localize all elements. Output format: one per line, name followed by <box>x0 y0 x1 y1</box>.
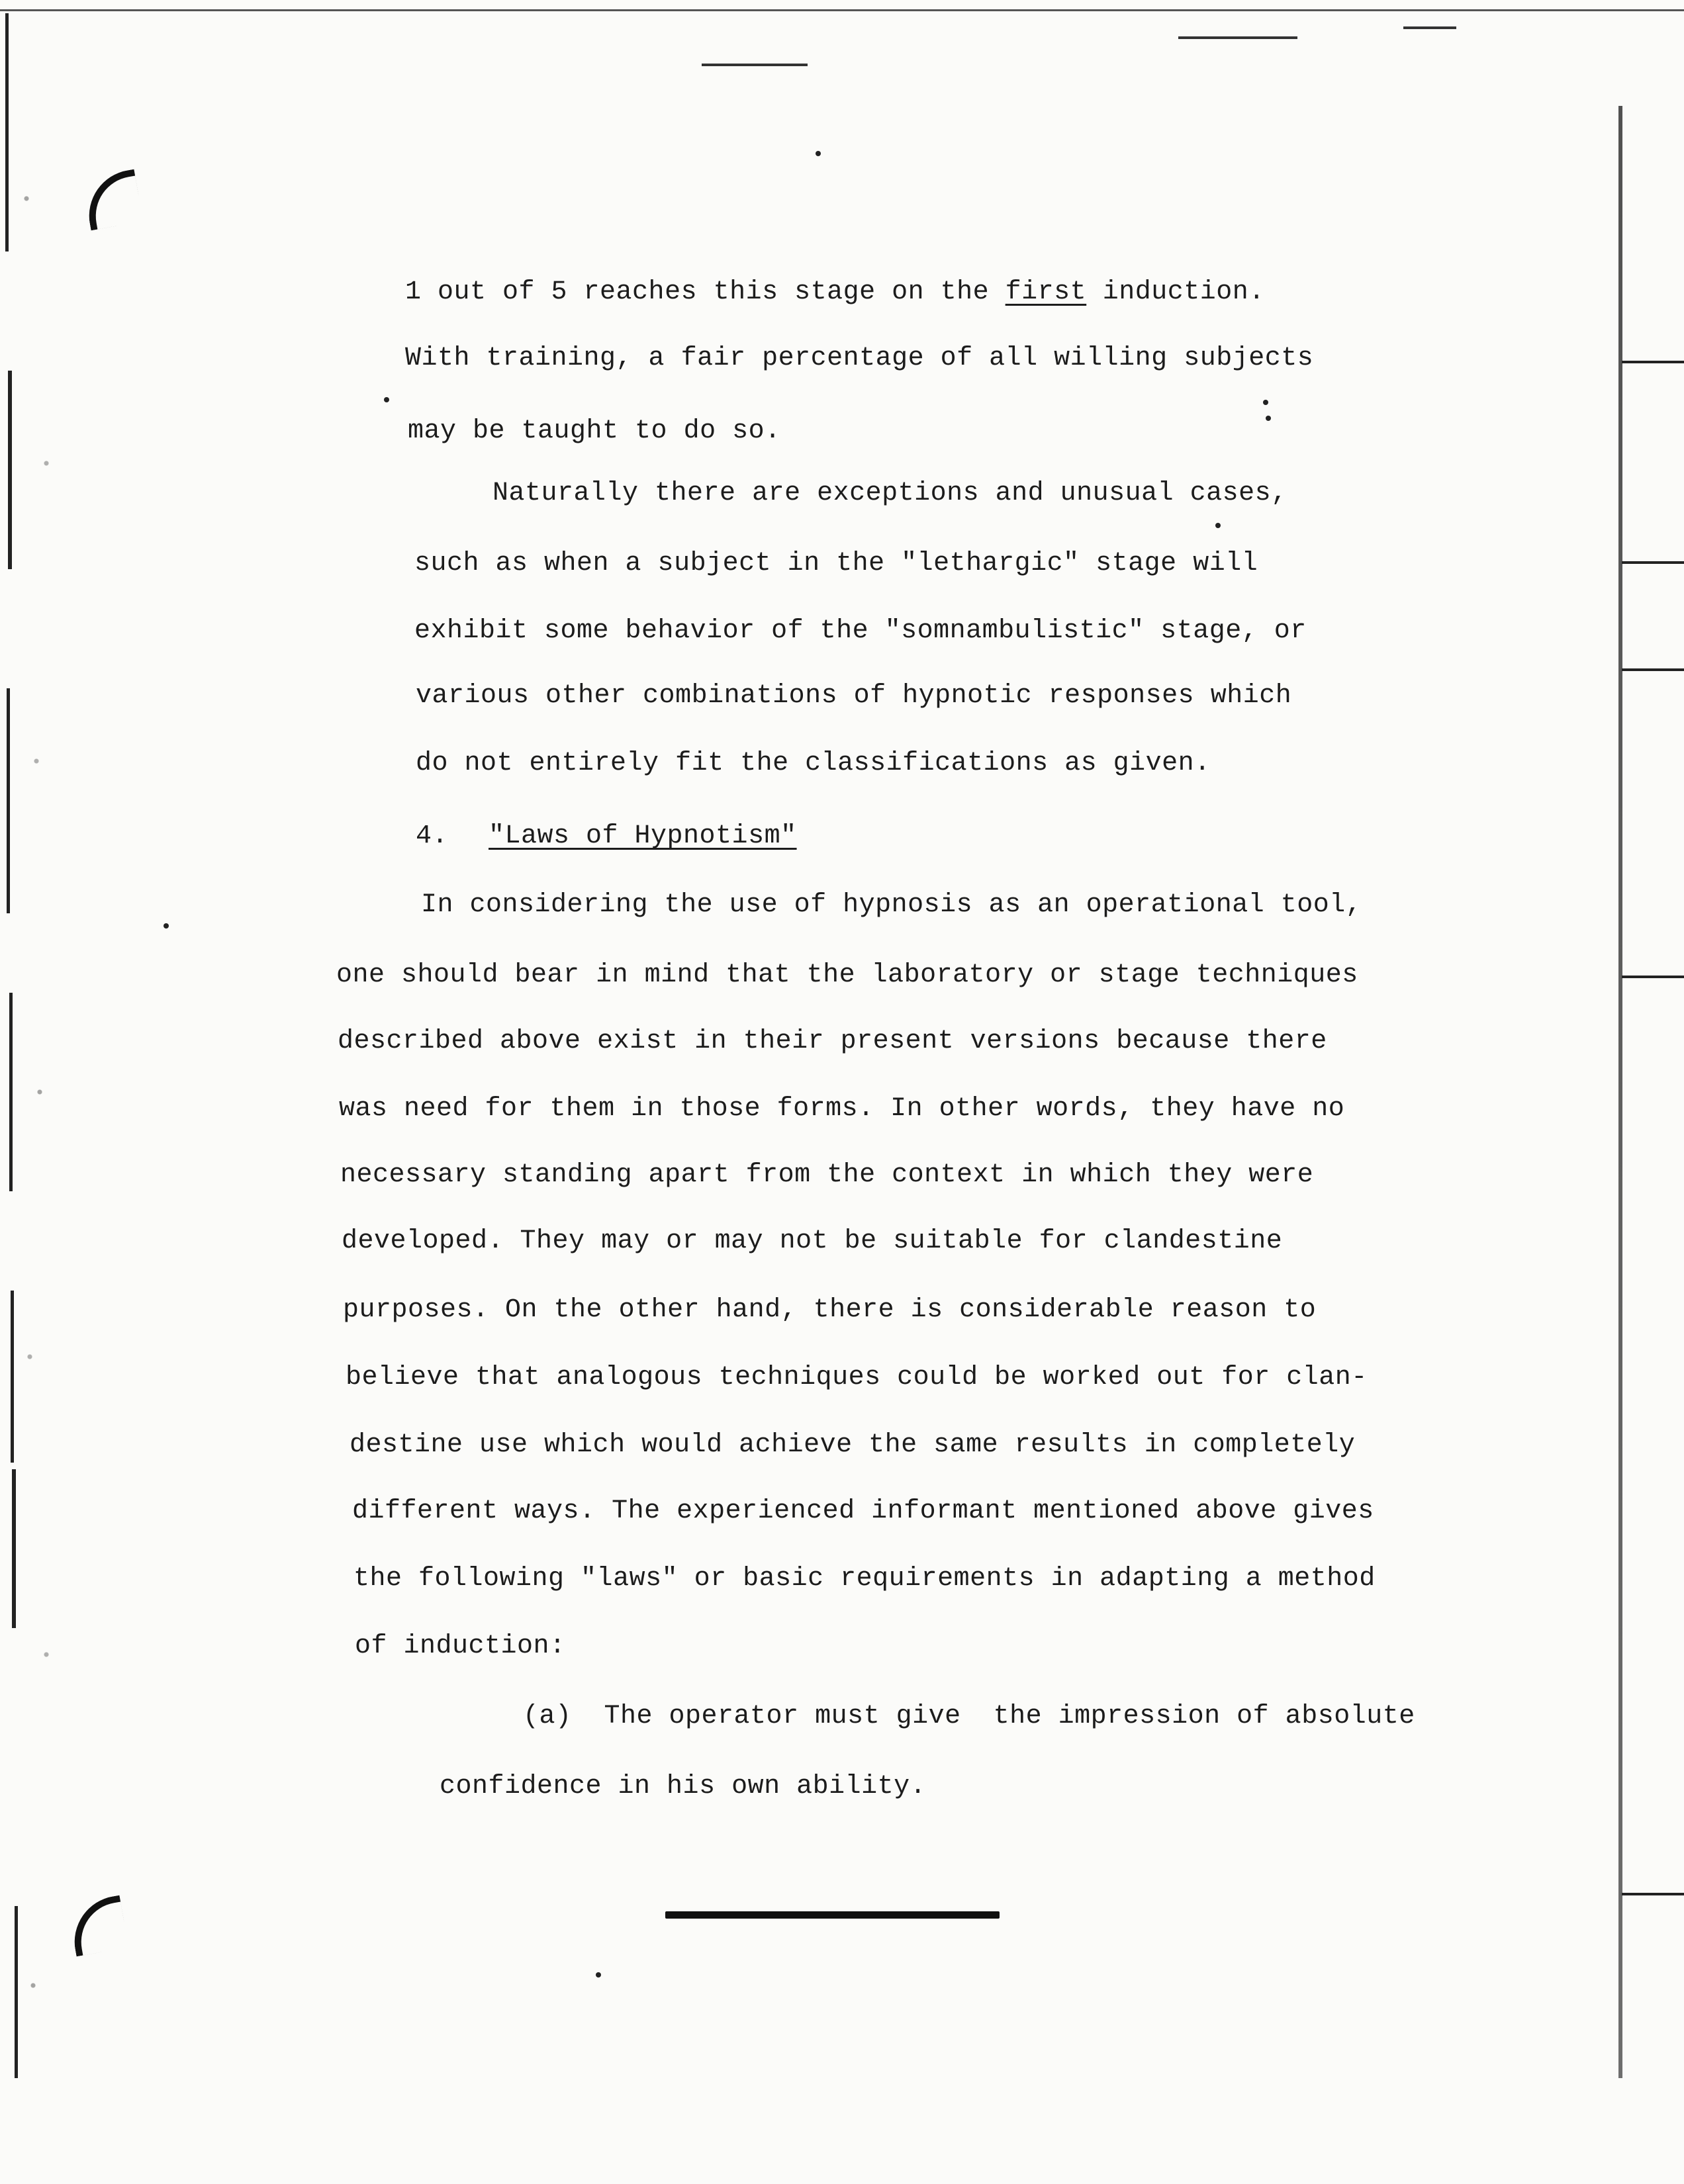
list-item: (a) The operator must give the impression of absolute <box>523 1702 1415 1731</box>
scan-left-edge-line <box>11 1291 14 1463</box>
page-end-rule <box>665 1911 1000 1919</box>
text-line: exhibit some behavior of the "somnambulistic" stage, or <box>414 616 1307 646</box>
scan-top-mark <box>1178 36 1297 39</box>
text-line: believe that analogous techniques could be worked out for clan- <box>346 1363 1368 1392</box>
scan-left-edge-line <box>12 1469 16 1628</box>
text-line: the following "laws" or basic requirements in adapting a method <box>353 1564 1376 1594</box>
scan-left-edge-line <box>15 1906 18 2078</box>
scan-right-tick <box>1622 361 1684 363</box>
underlined-word: first <box>1005 277 1087 307</box>
text-line: various other combinations of hypnotic responses which <box>416 681 1292 711</box>
scan-speck <box>164 923 169 929</box>
text-line: may be taught to do so. <box>408 416 781 446</box>
scan-speck <box>1266 416 1271 421</box>
scan-speck <box>1263 400 1268 405</box>
scan-left-edge-line <box>7 688 10 913</box>
scan-left-edge-line <box>5 13 9 251</box>
text-line: developed. They may or may not be suitable for clandestine <box>342 1226 1283 1256</box>
scan-left-edge-line <box>9 993 13 1191</box>
section-number: 4. <box>416 821 449 851</box>
text-line: purposes. On the other hand, there is considerable reason to <box>343 1295 1317 1325</box>
text-line: do not entirely fit the classifications as given. <box>416 749 1211 778</box>
scan-right-tick <box>1622 976 1684 978</box>
text-line: of induction: <box>355 1631 566 1661</box>
scan-left-edge-noise <box>0 0 99 2184</box>
scan-speck <box>384 397 389 402</box>
scan-right-tick <box>1622 1893 1684 1895</box>
text-line: described above exist in their present versions because there <box>338 1026 1327 1056</box>
text-segment: 1 out of 5 reaches this stage on the <box>405 277 1006 307</box>
section-heading: "Laws of Hypnotism" <box>489 821 797 851</box>
scan-right-tick <box>1622 561 1684 564</box>
text-line: With training, a fair percentage of all willing subjects <box>405 343 1314 373</box>
text-line: such as when a subject in the "lethargic" stage will <box>414 549 1258 578</box>
text-line: confidence in his own ability. <box>440 1772 927 1801</box>
scan-speck <box>816 151 821 156</box>
text-line: destine use which would achieve the same results in completely <box>350 1430 1356 1460</box>
scan-speck <box>1215 523 1221 528</box>
scan-top-mark <box>0 9 1684 11</box>
text-line: Naturally there are exceptions and unusual cases, <box>492 478 1287 508</box>
text-line: was need for them in those forms. In other words, they have no <box>339 1094 1345 1124</box>
text-line: necessary standing apart from the context in which they were <box>340 1160 1314 1190</box>
scan-right-edge <box>1618 106 1622 2078</box>
text-segment: induction. <box>1086 277 1265 307</box>
text-line: one should bear in mind that the laboratory or stage techniques <box>336 960 1358 990</box>
text-line: different ways. The experienced informant mentioned above gives <box>352 1496 1374 1526</box>
text-line: In considering the use of hypnosis as an operational tool, <box>421 890 1362 920</box>
scan-top-mark <box>702 64 808 66</box>
scan-top-mark <box>1403 26 1456 29</box>
scan-speck <box>596 1972 601 1978</box>
text-line <box>405 277 1265 308</box>
scan-right-tick <box>1622 668 1684 671</box>
scan-left-edge-line <box>8 371 12 569</box>
